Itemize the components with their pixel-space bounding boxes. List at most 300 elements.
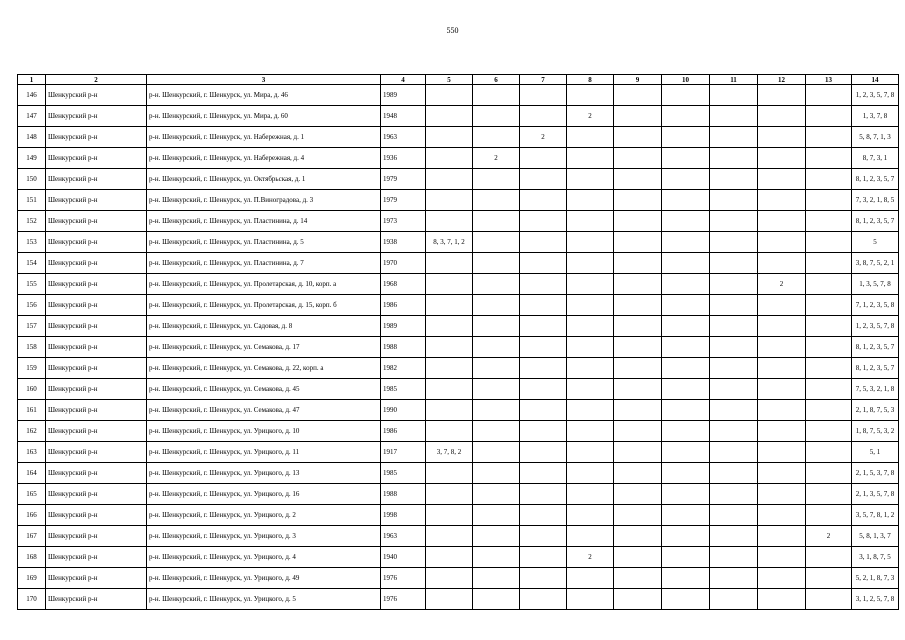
address-cell: р-н. Шенкурский, г. Шенкурск, ул. Урицкого, д. 5: [147, 589, 381, 610]
col5-cell: [426, 505, 473, 526]
col12-cell: [758, 211, 806, 232]
column-number-header-row: [18, 75, 899, 85]
address-cell: р-н. Шенкурский, г. Шенкурск, ул. Набережная, д. 1: [147, 127, 381, 148]
col11-cell: [710, 106, 758, 127]
col9-cell: [614, 337, 662, 358]
col6-cell: [473, 190, 520, 211]
col10-cell: [662, 400, 710, 421]
address-cell: р-н. Шенкурский, г. Шенкурск, ул. Урицкого, д. 49: [147, 568, 381, 589]
col14-cell: 8, 1, 2, 3, 5, 7: [852, 337, 899, 358]
col5-cell: 8, 3, 7, 1, 2: [426, 232, 473, 253]
col13-cell: [806, 421, 852, 442]
col12-cell: [758, 568, 806, 589]
col7-cell: [520, 295, 567, 316]
district-cell: Шенкурский р-н: [46, 505, 147, 526]
district-cell: Шенкурский р-н: [46, 526, 147, 547]
col12-cell: [758, 484, 806, 505]
year-cell: 1986: [381, 295, 426, 316]
col9-cell: [614, 190, 662, 211]
col14-cell: 1, 8, 7, 5, 3, 2: [852, 421, 899, 442]
col9-cell: [614, 505, 662, 526]
col7-cell: [520, 442, 567, 463]
row-number: 160: [18, 379, 46, 400]
table-row: [18, 85, 899, 106]
district-cell: Шенкурский р-н: [46, 190, 147, 211]
col10-cell: [662, 169, 710, 190]
col8-cell: [567, 421, 614, 442]
col10-cell: [662, 127, 710, 148]
col14-cell: 5, 2, 1, 8, 7, 3: [852, 568, 899, 589]
address-cell: р-н. Шенкурский, г. Шенкурск, ул. Мира, д. 60: [147, 106, 381, 127]
col5-cell: [426, 253, 473, 274]
year-cell: 1976: [381, 589, 426, 610]
page-number: 550: [446, 26, 459, 35]
address-cell: р-н. Шенкурский, г. Шенкурск, ул. Семакова, д. 45: [147, 379, 381, 400]
col8-cell: 2: [567, 547, 614, 568]
col8-cell: [567, 400, 614, 421]
col12-cell: [758, 400, 806, 421]
col5-cell: [426, 463, 473, 484]
col9-cell: [614, 484, 662, 505]
col13-cell: [806, 106, 852, 127]
col6-cell: [473, 316, 520, 337]
col5-cell: [426, 211, 473, 232]
col5-cell: [426, 526, 473, 547]
col5-cell: [426, 589, 473, 610]
year-cell: 1970: [381, 253, 426, 274]
col6-cell: [473, 421, 520, 442]
col12-cell: [758, 547, 806, 568]
col11-cell: [710, 232, 758, 253]
col12-cell: [758, 169, 806, 190]
col11-cell: [710, 568, 758, 589]
col13-cell: 2: [806, 526, 852, 547]
col6-cell: [473, 127, 520, 148]
year-cell: 1973: [381, 211, 426, 232]
col8-cell: [567, 211, 614, 232]
col7-cell: [520, 148, 567, 169]
table-row: [18, 379, 899, 400]
column-header-5: 5: [426, 75, 473, 85]
col11-cell: [710, 421, 758, 442]
col14-cell: 2, 1, 3, 5, 7, 8: [852, 484, 899, 505]
district-cell: Шенкурский р-н: [46, 442, 147, 463]
col6-cell: [473, 505, 520, 526]
year-cell: 1988: [381, 484, 426, 505]
col8-cell: [567, 295, 614, 316]
year-cell: 1985: [381, 463, 426, 484]
table-row: [18, 232, 899, 253]
col14-cell: 1, 2, 3, 5, 7, 8: [852, 85, 899, 106]
year-cell: 1963: [381, 526, 426, 547]
col6-cell: [473, 253, 520, 274]
col12-cell: [758, 463, 806, 484]
col10-cell: [662, 211, 710, 232]
col8-cell: [567, 169, 614, 190]
col13-cell: [806, 547, 852, 568]
col11-cell: [710, 526, 758, 547]
col12-cell: [758, 232, 806, 253]
table-row: [18, 316, 899, 337]
col13-cell: [806, 568, 852, 589]
col9-cell: [614, 127, 662, 148]
col13-cell: [806, 463, 852, 484]
address-cell: р-н. Шенкурский, г. Шенкурск, ул. Семакова, д. 22, корп. а: [147, 358, 381, 379]
year-cell: 1938: [381, 232, 426, 253]
district-cell: Шенкурский р-н: [46, 148, 147, 169]
column-header-7: 7: [520, 75, 567, 85]
address-cell: р-н. Шенкурский, г. Шенкурск, ул. Урицкого, д. 2: [147, 505, 381, 526]
row-number: 158: [18, 337, 46, 358]
col12-cell: [758, 358, 806, 379]
row-number: 150: [18, 169, 46, 190]
col6-cell: [473, 400, 520, 421]
col11-cell: [710, 253, 758, 274]
col9-cell: [614, 211, 662, 232]
row-number: 154: [18, 253, 46, 274]
table-row: [18, 295, 899, 316]
col14-cell: 3, 1, 8, 7, 5: [852, 547, 899, 568]
table-row: [18, 442, 899, 463]
col7-cell: [520, 358, 567, 379]
district-cell: Шенкурский р-н: [46, 484, 147, 505]
col12-cell: [758, 253, 806, 274]
col11-cell: [710, 85, 758, 106]
col10-cell: [662, 316, 710, 337]
col9-cell: [614, 316, 662, 337]
col11-cell: [710, 484, 758, 505]
year-cell: 1989: [381, 85, 426, 106]
col11-cell: [710, 589, 758, 610]
col14-cell: 8, 1, 2, 3, 5, 7: [852, 358, 899, 379]
row-number: 148: [18, 127, 46, 148]
address-cell: р-н. Шенкурский, г. Шенкурск, ул. Набережная, д. 4: [147, 148, 381, 169]
col8-cell: [567, 526, 614, 547]
col12-cell: [758, 190, 806, 211]
col6-cell: [473, 211, 520, 232]
col11-cell: [710, 337, 758, 358]
col14-cell: 1, 3, 7, 8: [852, 106, 899, 127]
col8-cell: [567, 253, 614, 274]
district-cell: Шенкурский р-н: [46, 463, 147, 484]
col7-cell: 2: [520, 127, 567, 148]
year-cell: 1917: [381, 442, 426, 463]
table-row: [18, 589, 899, 610]
col13-cell: [806, 316, 852, 337]
district-cell: Шенкурский р-н: [46, 547, 147, 568]
col13-cell: [806, 484, 852, 505]
col12-cell: [758, 379, 806, 400]
col14-cell: 2, 1, 8, 7, 5, 3: [852, 400, 899, 421]
col7-cell: [520, 505, 567, 526]
col14-cell: 7, 1, 2, 3, 5, 8: [852, 295, 899, 316]
col8-cell: [567, 484, 614, 505]
col5-cell: [426, 169, 473, 190]
col5-cell: [426, 337, 473, 358]
year-cell: 1985: [381, 379, 426, 400]
col8-cell: [567, 190, 614, 211]
col13-cell: [806, 400, 852, 421]
col12-cell: [758, 85, 806, 106]
col9-cell: [614, 358, 662, 379]
row-number: 169: [18, 568, 46, 589]
col5-cell: 3, 7, 8, 2: [426, 442, 473, 463]
col5-cell: [426, 106, 473, 127]
year-cell: 1976: [381, 568, 426, 589]
col5-cell: [426, 379, 473, 400]
col11-cell: [710, 316, 758, 337]
col13-cell: [806, 211, 852, 232]
row-number: 165: [18, 484, 46, 505]
address-cell: р-н. Шенкурский, г. Шенкурск, ул. Семакова, д. 17: [147, 337, 381, 358]
col9-cell: [614, 106, 662, 127]
column-header-2: 2: [46, 75, 147, 85]
row-number: 167: [18, 526, 46, 547]
year-cell: 1998: [381, 505, 426, 526]
col9-cell: [614, 568, 662, 589]
col7-cell: [520, 589, 567, 610]
col14-cell: 8, 7, 3, 1: [852, 148, 899, 169]
col13-cell: [806, 190, 852, 211]
col13-cell: [806, 127, 852, 148]
col6-cell: [473, 526, 520, 547]
col13-cell: [806, 379, 852, 400]
col14-cell: 2, 1, 5, 3, 7, 8: [852, 463, 899, 484]
col9-cell: [614, 463, 662, 484]
col12-cell: [758, 148, 806, 169]
district-cell: Шенкурский р-н: [46, 85, 147, 106]
district-cell: Шенкурский р-н: [46, 211, 147, 232]
col6-cell: [473, 106, 520, 127]
col8-cell: [567, 379, 614, 400]
column-header-13: 13: [806, 75, 852, 85]
column-header-6: 6: [473, 75, 520, 85]
year-cell: 1979: [381, 169, 426, 190]
col8-cell: [567, 358, 614, 379]
table-row: [18, 211, 899, 232]
table-row: [18, 169, 899, 190]
column-header-3: 3: [147, 75, 381, 85]
row-number: 162: [18, 421, 46, 442]
col8-cell: [567, 568, 614, 589]
col6-cell: [473, 358, 520, 379]
col12-cell: [758, 589, 806, 610]
col12-cell: [758, 421, 806, 442]
col13-cell: [806, 274, 852, 295]
table-body: [18, 85, 899, 610]
address-cell: р-н. Шенкурский, г. Шенкурск, ул. Мира, д. 46: [147, 85, 381, 106]
col5-cell: [426, 568, 473, 589]
col10-cell: [662, 106, 710, 127]
district-cell: Шенкурский р-н: [46, 568, 147, 589]
col8-cell: [567, 85, 614, 106]
col9-cell: [614, 148, 662, 169]
row-number: 166: [18, 505, 46, 526]
col13-cell: [806, 148, 852, 169]
col10-cell: [662, 526, 710, 547]
col6-cell: [473, 547, 520, 568]
col7-cell: [520, 526, 567, 547]
col6-cell: [473, 568, 520, 589]
address-cell: р-н. Шенкурский, г. Шенкурск, ул. Семакова, д. 47: [147, 400, 381, 421]
col10-cell: [662, 274, 710, 295]
row-number: 152: [18, 211, 46, 232]
address-cell: р-н. Шенкурский, г. Шенкурск, ул. Пролетарская, д. 10, корп. а: [147, 274, 381, 295]
col11-cell: [710, 547, 758, 568]
col13-cell: [806, 295, 852, 316]
col9-cell: [614, 274, 662, 295]
col7-cell: [520, 211, 567, 232]
district-cell: Шенкурский р-н: [46, 106, 147, 127]
col5-cell: [426, 400, 473, 421]
table-row: [18, 190, 899, 211]
col6-cell: [473, 463, 520, 484]
col8-cell: [567, 232, 614, 253]
col10-cell: [662, 463, 710, 484]
district-cell: Шенкурский р-н: [46, 169, 147, 190]
col10-cell: [662, 358, 710, 379]
row-number: 153: [18, 232, 46, 253]
col12-cell: [758, 442, 806, 463]
col7-cell: [520, 190, 567, 211]
district-cell: Шенкурский р-н: [46, 295, 147, 316]
address-cell: р-н. Шенкурский, г. Шенкурск, ул. Пластинина, д. 5: [147, 232, 381, 253]
year-cell: 1989: [381, 316, 426, 337]
address-cell: р-н. Шенкурский, г. Шенкурск, ул. Урицкого, д. 11: [147, 442, 381, 463]
col10-cell: [662, 568, 710, 589]
row-number: 170: [18, 589, 46, 610]
district-cell: Шенкурский р-н: [46, 274, 147, 295]
col5-cell: [426, 484, 473, 505]
column-header-1: 1: [18, 75, 46, 85]
col6-cell: [473, 232, 520, 253]
col5-cell: [426, 316, 473, 337]
col13-cell: [806, 505, 852, 526]
year-cell: 1968: [381, 274, 426, 295]
row-number: 155: [18, 274, 46, 295]
col9-cell: [614, 379, 662, 400]
column-header-10: 10: [662, 75, 710, 85]
col11-cell: [710, 190, 758, 211]
col7-cell: [520, 232, 567, 253]
row-number: 146: [18, 85, 46, 106]
col5-cell: [426, 190, 473, 211]
district-cell: Шенкурский р-н: [46, 589, 147, 610]
col13-cell: [806, 337, 852, 358]
year-cell: 1940: [381, 547, 426, 568]
col9-cell: [614, 85, 662, 106]
row-number: 147: [18, 106, 46, 127]
col8-cell: [567, 589, 614, 610]
year-cell: 1936: [381, 148, 426, 169]
col5-cell: [426, 547, 473, 568]
col11-cell: [710, 295, 758, 316]
row-number: 161: [18, 400, 46, 421]
col12-cell: [758, 106, 806, 127]
col12-cell: [758, 526, 806, 547]
col11-cell: [710, 127, 758, 148]
col14-cell: 1, 2, 3, 5, 7, 8: [852, 316, 899, 337]
col11-cell: [710, 148, 758, 169]
row-number: 164: [18, 463, 46, 484]
col6-cell: [473, 169, 520, 190]
col9-cell: [614, 400, 662, 421]
table-row: [18, 358, 899, 379]
col6-cell: [473, 337, 520, 358]
address-cell: р-н. Шенкурский, г. Шенкурск, ул. Пролетарская, д. 15, корп. б: [147, 295, 381, 316]
col10-cell: [662, 379, 710, 400]
col11-cell: [710, 379, 758, 400]
table-row: [18, 400, 899, 421]
col10-cell: [662, 421, 710, 442]
col10-cell: [662, 589, 710, 610]
year-cell: 1982: [381, 358, 426, 379]
col12-cell: [758, 505, 806, 526]
row-number: 157: [18, 316, 46, 337]
year-cell: 1948: [381, 106, 426, 127]
column-header-12: 12: [758, 75, 806, 85]
district-cell: Шенкурский р-н: [46, 400, 147, 421]
col8-cell: [567, 463, 614, 484]
col9-cell: [614, 295, 662, 316]
col10-cell: [662, 505, 710, 526]
district-cell: Шенкурский р-н: [46, 421, 147, 442]
housing-register-table: [17, 74, 899, 610]
row-number: 156: [18, 295, 46, 316]
col10-cell: [662, 295, 710, 316]
col8-cell: [567, 442, 614, 463]
col13-cell: [806, 85, 852, 106]
year-cell: 1988: [381, 337, 426, 358]
col10-cell: [662, 547, 710, 568]
column-header-9: 9: [614, 75, 662, 85]
col11-cell: [710, 400, 758, 421]
col8-cell: 2: [567, 106, 614, 127]
col7-cell: [520, 274, 567, 295]
row-number: 149: [18, 148, 46, 169]
table-row: [18, 253, 899, 274]
col5-cell: [426, 127, 473, 148]
col5-cell: [426, 295, 473, 316]
col9-cell: [614, 421, 662, 442]
col10-cell: [662, 232, 710, 253]
col13-cell: [806, 589, 852, 610]
col7-cell: [520, 337, 567, 358]
col8-cell: [567, 148, 614, 169]
col14-cell: 7, 3, 2, 1, 8, 5: [852, 190, 899, 211]
col11-cell: [710, 442, 758, 463]
col9-cell: [614, 526, 662, 547]
col10-cell: [662, 442, 710, 463]
col7-cell: [520, 379, 567, 400]
col14-cell: 1, 3, 5, 7, 8: [852, 274, 899, 295]
col13-cell: [806, 358, 852, 379]
column-header-14: 14: [852, 75, 899, 85]
address-cell: р-н. Шенкурский, г. Шенкурск, ул. Октябрьская, д. 1: [147, 169, 381, 190]
col7-cell: [520, 463, 567, 484]
col7-cell: [520, 547, 567, 568]
col6-cell: 2: [473, 148, 520, 169]
col7-cell: [520, 421, 567, 442]
col14-cell: 8, 1, 2, 3, 5, 7: [852, 211, 899, 232]
year-cell: 1979: [381, 190, 426, 211]
col12-cell: [758, 295, 806, 316]
col9-cell: [614, 169, 662, 190]
col8-cell: [567, 337, 614, 358]
district-cell: Шенкурский р-н: [46, 253, 147, 274]
col6-cell: [473, 484, 520, 505]
col12-cell: [758, 127, 806, 148]
